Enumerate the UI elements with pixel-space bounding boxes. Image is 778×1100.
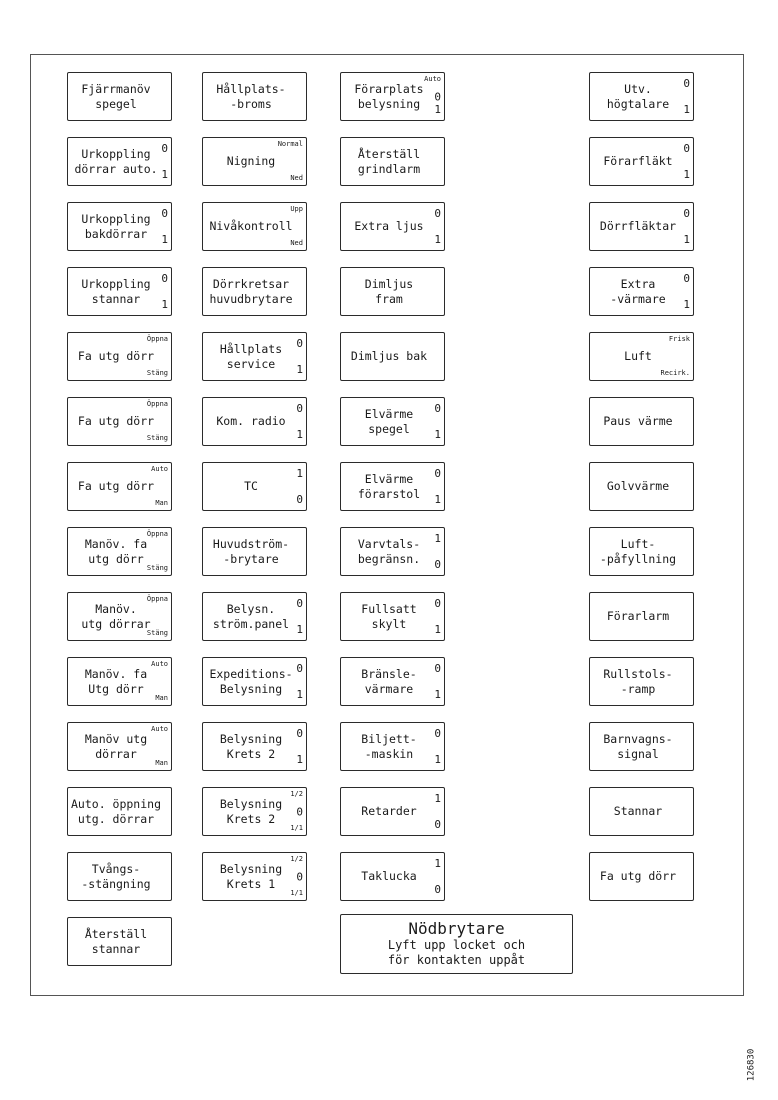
switch-position-mark: 0 (683, 272, 690, 285)
switch-label (202, 787, 307, 836)
switch-label-text (603, 414, 672, 429)
switch-position-mark: 0 (434, 467, 441, 480)
label-line: -stängning (81, 876, 151, 891)
switch-label-text (365, 407, 413, 437)
switch-position-mark: 0 (434, 597, 441, 610)
switch-position-mark: Recirk. (660, 369, 690, 377)
label-line: Auto. öppning (71, 796, 162, 811)
label-line: -brytare (223, 551, 279, 566)
switch-label-text (85, 537, 147, 567)
switch-label-text (607, 479, 669, 494)
label-line: Belysning (219, 681, 283, 696)
switch-position-mark: 0 (434, 883, 441, 896)
switch-label (202, 722, 307, 771)
switch-position-mark: 0 (434, 818, 441, 831)
switch-label (589, 397, 694, 446)
label-line: Dörrfläktar (599, 219, 677, 233)
switch-position-mark: 0 (683, 207, 690, 220)
label-line: service (226, 356, 276, 371)
switch-label-text (220, 862, 282, 892)
switch-label (202, 137, 307, 186)
label-line: ström.panel (212, 616, 290, 631)
switch-label (67, 137, 172, 186)
label-line: Belysn. (226, 601, 276, 616)
label-line: skylt (371, 616, 407, 631)
switch-label-text (81, 602, 150, 632)
switch-label (67, 917, 172, 966)
label-line: Paus värme (603, 414, 673, 428)
label-line: Kom. radio (216, 414, 286, 428)
switch-label-text (607, 609, 669, 624)
switch-label-text (244, 479, 258, 494)
label-line: Hållplats- (216, 81, 286, 96)
switch-label (67, 397, 172, 446)
switch-position-mark: 1 (434, 688, 441, 701)
switch-label-text (220, 797, 282, 827)
switch-label (340, 137, 445, 186)
switch-label-text (216, 414, 285, 429)
label-line: Fjärrmanöv (81, 81, 151, 96)
label-line: Urkoppling (81, 146, 151, 161)
switch-label (67, 72, 172, 121)
label-line: Golvvärme (606, 479, 670, 493)
label-line: Expeditions- (209, 666, 293, 681)
switch-label (202, 397, 307, 446)
switch-label (589, 332, 694, 381)
switch-position-mark: 0 (296, 727, 303, 740)
switch-label (202, 657, 307, 706)
switch-position-mark: 0 (296, 597, 303, 610)
emergency-switch-label (340, 914, 573, 974)
switch-position-mark: Öppna (146, 595, 168, 603)
switch-position-mark: Ned (290, 174, 303, 182)
label-line: bakdörrar (84, 226, 148, 241)
switch-position-mark: 1 (683, 103, 690, 116)
label-line: Fa utg dörr (77, 479, 155, 493)
label-line: begränsn. (357, 551, 421, 566)
label-line: Luft (624, 349, 652, 363)
switch-label (340, 332, 445, 381)
switch-position-mark: Man (155, 499, 168, 507)
switch-label (340, 202, 445, 251)
label-line: Fullsatt (361, 601, 417, 616)
switch-position-mark: 1 (434, 753, 441, 766)
label-line: Belysning (219, 796, 283, 811)
label-line: Extra ljus (354, 219, 424, 233)
switch-label-text (81, 212, 150, 242)
switch-position-mark: 1 (296, 363, 303, 376)
switch-label-text (85, 732, 147, 762)
label-line: Återställ (357, 146, 421, 161)
label-line: -påfyllning (599, 551, 677, 566)
switch-label-text (216, 82, 285, 112)
switch-label (202, 592, 307, 641)
switch-position-mark: Öppna (146, 335, 168, 343)
switch-label-text (361, 667, 416, 697)
label-line: Fa utg dörr (599, 869, 677, 883)
switch-label-text (358, 472, 420, 502)
label-line: Manöv utg (84, 731, 148, 746)
switch-label-text (220, 732, 282, 762)
switch-label (202, 72, 307, 121)
switch-position-mark: Auto (151, 725, 168, 733)
switch-label (202, 852, 307, 901)
label-line: stannar (91, 291, 141, 306)
label-line: dörrar (95, 746, 137, 761)
label-line: Krets 2 (226, 811, 276, 826)
label-line: Förarplats (354, 81, 424, 96)
switch-label-text (603, 667, 672, 697)
label-line: Förarlarm (606, 609, 670, 623)
switch-position-mark: 0 (683, 77, 690, 90)
switch-label (202, 527, 307, 576)
switch-position-mark: 1 (683, 233, 690, 246)
label-column-2 (202, 72, 307, 901)
switch-position-mark: Öppna (146, 400, 168, 408)
switch-position-mark: 0 (434, 90, 441, 103)
switch-position-mark: 1 (161, 233, 168, 246)
switch-position-mark: Stäng (146, 564, 168, 572)
switch-label-text (600, 537, 676, 567)
switch-label (589, 787, 694, 836)
label-line: Nivåkontroll (209, 219, 293, 233)
switch-label-text (74, 147, 157, 177)
emergency-title: Nödbrytare (408, 919, 505, 938)
switch-label-text (213, 602, 289, 632)
label-line: signal (617, 746, 659, 761)
switch-label (589, 137, 694, 186)
label-line: huvudbrytare (209, 291, 293, 306)
switch-label (589, 722, 694, 771)
label-line: Belysning (219, 731, 283, 746)
label-line: Huvudström- (212, 536, 290, 551)
switch-position-mark: 0 (434, 558, 441, 571)
label-line: Varvtals- (357, 536, 421, 551)
switch-position-mark: 0 (434, 727, 441, 740)
switch-label (202, 332, 307, 381)
switch-position-mark: Auto (151, 465, 168, 473)
label-line: Hållplats (219, 341, 283, 356)
label-line: -maskin (364, 746, 414, 761)
label-line: -värmare (610, 291, 666, 306)
switch-position-mark: 1 (161, 168, 168, 181)
switch-label-text (351, 349, 427, 364)
switch-label (589, 527, 694, 576)
switch-position-mark: 1 (434, 532, 441, 545)
switch-label (340, 592, 445, 641)
label-line: grindlarm (357, 161, 421, 176)
switch-position-mark: 0 (296, 493, 303, 506)
switch-position-mark: 1/1 (290, 824, 303, 832)
label-line: Förarfläkt (603, 154, 673, 168)
label-line: TC (244, 479, 258, 493)
switch-label-text (220, 342, 282, 372)
switch-label-text (603, 732, 672, 762)
switch-label-text (365, 277, 413, 307)
switch-label-text (85, 667, 147, 697)
switch-label (67, 267, 172, 316)
switch-position-mark: Stäng (146, 629, 168, 637)
switch-position-mark: 1 (434, 493, 441, 506)
switch-label (340, 722, 445, 771)
switch-label-text (358, 147, 420, 177)
switch-label (202, 462, 307, 511)
label-line: Urkoppling (81, 211, 151, 226)
switch-label-text (78, 414, 154, 429)
switch-label-text (614, 804, 662, 819)
switch-label-text (209, 219, 292, 234)
switch-position-mark: 1 (296, 428, 303, 441)
switch-label (589, 72, 694, 121)
label-line: spegel (95, 96, 137, 111)
label-line: Bränsle- (361, 666, 417, 681)
switch-label (67, 527, 172, 576)
label-line: Dörrkretsar (212, 276, 290, 291)
label-line: Urkoppling (81, 276, 151, 291)
label-line: Biljett- (361, 731, 417, 746)
switch-label (589, 267, 694, 316)
label-line: Stannar (613, 804, 663, 818)
switch-position-mark: 1 (296, 467, 303, 480)
label-line: Utv. (624, 81, 652, 96)
label-line: Utg dörr (88, 681, 144, 696)
switch-position-mark: Öppna (146, 530, 168, 538)
switch-label-text (354, 82, 423, 112)
switch-label (67, 657, 172, 706)
label-line: Taklucka (361, 869, 417, 883)
switch-position-mark: Upp (290, 205, 303, 213)
switch-label-text (209, 667, 292, 697)
label-line: utg dörr (88, 551, 144, 566)
label-line: Retarder (361, 804, 417, 818)
label-column-1 (67, 72, 172, 966)
switch-position-mark: Normal (277, 140, 303, 148)
label-line: Nigning (226, 154, 276, 168)
switch-position-mark: Stäng (146, 369, 168, 377)
switch-label (340, 462, 445, 511)
switch-label (589, 592, 694, 641)
switch-label-text (209, 277, 292, 307)
switch-label (589, 202, 694, 251)
switch-position-mark: 0 (161, 142, 168, 155)
emergency-instruction-line-2: för kontakten uppåt (387, 953, 526, 967)
switch-label (589, 462, 694, 511)
switch-label-text (81, 862, 150, 892)
switch-label (340, 267, 445, 316)
label-line: Elvärme (364, 406, 414, 421)
switch-label (340, 787, 445, 836)
switch-label (340, 852, 445, 901)
switch-position-mark: 0 (296, 662, 303, 675)
switch-position-mark: 1 (161, 298, 168, 311)
label-line: Återställ (84, 926, 148, 941)
switch-label (340, 657, 445, 706)
switch-position-mark: 0 (434, 402, 441, 415)
label-line: belysning (357, 96, 421, 111)
switch-label-text (603, 154, 672, 169)
switch-label (340, 527, 445, 576)
switch-position-mark: 1/1 (290, 889, 303, 897)
switch-label-text (361, 602, 416, 632)
switch-label (67, 852, 172, 901)
switch-position-mark: 0 (434, 207, 441, 220)
switch-position-mark: Ned (290, 239, 303, 247)
switch-position-mark: 0 (161, 207, 168, 220)
label-line: förarstol (357, 486, 421, 501)
label-line: Fa utg dörr (77, 414, 155, 428)
document-id: 126830 (746, 1048, 757, 1082)
label-line: Belysning (219, 861, 283, 876)
label-column-4 (589, 72, 694, 901)
switch-label-text (600, 219, 676, 234)
label-line: Krets 2 (226, 746, 276, 761)
switch-position-mark: 1 (296, 688, 303, 701)
switch-label (589, 657, 694, 706)
label-line: Fa utg dörr (77, 349, 155, 363)
switch-position-mark: 1 (683, 168, 690, 181)
label-line: Manöv. fa (84, 536, 148, 551)
switch-label-text (78, 349, 154, 364)
switch-position-mark: 1/2 (290, 855, 303, 863)
switch-label-text (85, 927, 147, 957)
switch-position-mark: Man (155, 759, 168, 767)
label-line: Rullstols- (603, 666, 673, 681)
switch-position-mark: 1 (434, 623, 441, 636)
switch-position-mark: 0 (296, 402, 303, 415)
switch-label (67, 332, 172, 381)
label-line: Elvärme (364, 471, 414, 486)
label-line: dörrar auto. (74, 161, 158, 176)
label-column-3 (340, 72, 445, 901)
emergency-instruction-line-1: Lyft upp locket och (387, 938, 526, 952)
switch-position-mark: 1 (296, 623, 303, 636)
switch-label-text (354, 219, 423, 234)
switch-label-text (624, 349, 652, 364)
switch-label-text (81, 277, 150, 307)
switch-position-mark: 0 (683, 142, 690, 155)
label-line: Manöv. fa (84, 666, 148, 681)
switch-position-mark: Auto (424, 75, 441, 83)
switch-position-mark: Stäng (146, 434, 168, 442)
switch-label-text (81, 82, 150, 112)
switch-label (340, 397, 445, 446)
switch-position-mark: 1 (683, 298, 690, 311)
switch-label (340, 72, 445, 121)
switch-label-text (213, 537, 289, 567)
switch-label (202, 267, 307, 316)
label-line: Krets 1 (226, 876, 276, 891)
switch-label-text (361, 804, 416, 819)
switch-position-mark: 1 (434, 428, 441, 441)
label-line: utg dörrar (81, 616, 151, 631)
switch-label-text (607, 82, 669, 112)
switch-label-text (361, 732, 416, 762)
switch-label (589, 852, 694, 901)
label-line: högtalare (606, 96, 670, 111)
switch-position-mark: 1 (434, 233, 441, 246)
switch-position-mark: 0 (434, 662, 441, 675)
label-line: utg. dörrar (77, 811, 155, 826)
switch-label-text (361, 869, 416, 884)
label-line: spegel (368, 421, 410, 436)
switch-label-text (358, 537, 420, 567)
switch-position-mark: 1 (434, 792, 441, 805)
switch-label (67, 462, 172, 511)
switch-position-mark: 0 (161, 272, 168, 285)
label-line: stannar (91, 941, 141, 956)
switch-label-text (227, 154, 275, 169)
switch-position-mark: Man (155, 694, 168, 702)
label-line: Barnvagns- (603, 731, 673, 746)
switch-label-text (78, 479, 154, 494)
switch-position-mark: 1 (434, 857, 441, 870)
label-line: -broms (230, 96, 272, 111)
switch-position-mark: Auto (151, 660, 168, 668)
switch-position-mark: 0 (296, 870, 303, 883)
switch-label (67, 202, 172, 251)
label-line: Extra (620, 276, 656, 291)
label-line: Dimljus bak (350, 349, 428, 363)
switch-label (67, 787, 172, 836)
switch-label (202, 202, 307, 251)
switch-label (67, 592, 172, 641)
switch-position-mark: 1/2 (290, 790, 303, 798)
label-line: värmare (364, 681, 414, 696)
label-line: Tvångs- (91, 861, 141, 876)
switch-position-mark: Frisk (668, 335, 690, 343)
switch-label-text (600, 869, 676, 884)
switch-label-text (71, 797, 161, 827)
switch-position-mark: 1 (434, 103, 441, 116)
switch-position-mark: 0 (296, 337, 303, 350)
label-line: -ramp (620, 681, 656, 696)
switch-label (67, 722, 172, 771)
switch-position-mark: 1 (296, 753, 303, 766)
label-line: Manöv. (95, 601, 137, 616)
switch-label-text (610, 277, 665, 307)
label-line: fram (375, 291, 403, 306)
label-line: Dimljus (364, 276, 414, 291)
switch-position-mark: 0 (296, 805, 303, 818)
label-line: Luft- (620, 536, 656, 551)
